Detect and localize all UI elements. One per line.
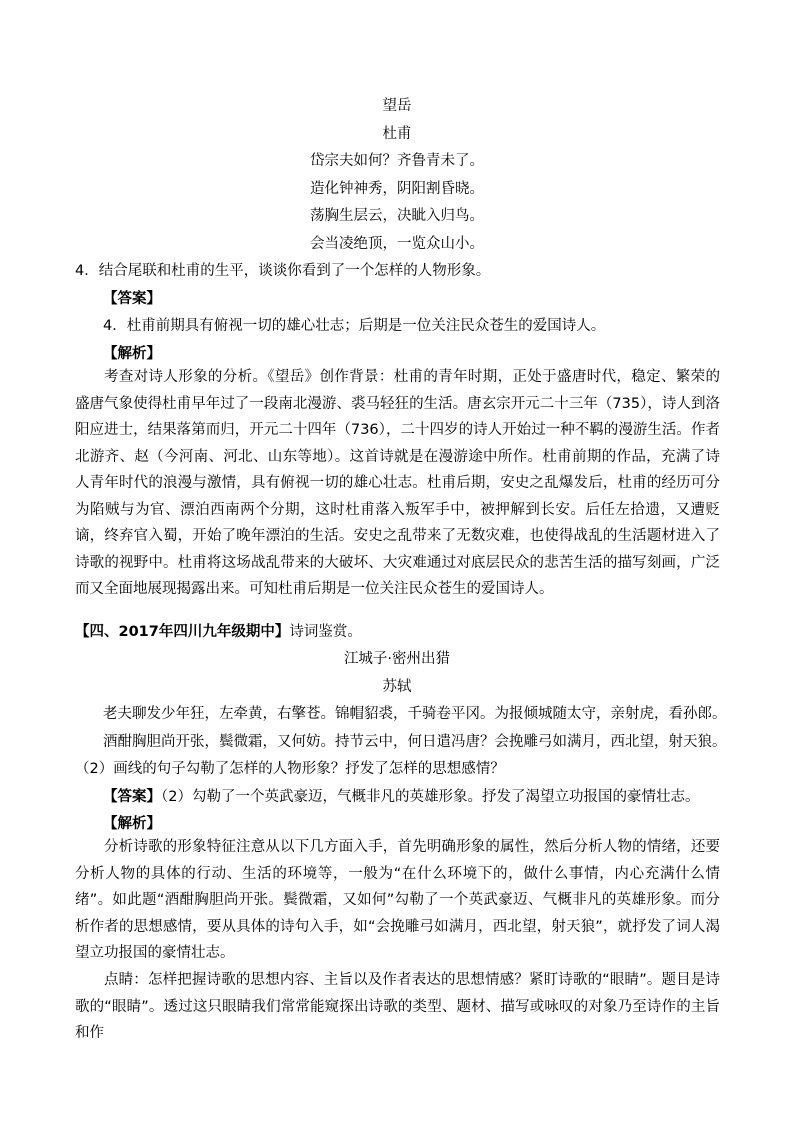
poem-author: 苏轼	[382, 679, 412, 695]
poem-title: 望岳	[382, 98, 412, 114]
poem-line: 酒酣胸胆尚开张，鬓微霜，又何妨。持节云中，何日遣冯唐？会挽雕弓如满月，西北望，射天狼。	[103, 734, 727, 750]
tip-text: 点睛：怎样把握诗歌的思想内容、主旨以及作者表达的思想情感？紧盯诗歌的“眼睛”。题目是诗歌的“眼睛”。透过这只眼睛我们常常能窥探出诗歌的类型、题材、描写或咏叹的对象乃至诗作的主旨和作	[75, 972, 720, 1041]
section-header	[75, 620, 362, 641]
question-4: 4．结合尾联和杜甫的生平，谈谈你看到了一个怎样的人物形象。	[75, 263, 491, 279]
poem-line: 造化钟神秀，阴阳割昏晓。	[310, 181, 484, 197]
section-instruction: 诗词鉴赏。	[289, 624, 362, 640]
answer-label: 【答案】	[103, 291, 161, 307]
poem-author: 杜甫	[382, 126, 412, 142]
poem-line: 岱宗夫如何？齐鲁青未了。	[310, 153, 484, 169]
analysis-label: 【解析】	[103, 346, 161, 362]
answer-text: （2）勾勒了一个英武豪迈，气概非凡的英雄形象。抒发了渴望立功报国的豪情壮志。	[161, 789, 700, 805]
answer-label: 【答案】	[103, 789, 161, 805]
poem-line: 老夫聊发少年狂，左牵黄，右擎苍。锦帽貂裘，千骑卷平冈。为报倾城随太守，亲射虎，看孙郎。	[103, 706, 727, 722]
poem-line: 会当凌绝顶，一览众山小。	[310, 236, 484, 252]
answer-block	[103, 785, 699, 806]
question-2: （2）画线的句子勾勒了怎样的人物形象？抒发了怎样的思想感情？	[75, 761, 505, 777]
analysis-label: 【解析】	[103, 816, 161, 832]
analysis-text: 考查对诗人形象的分析。《望岳》创作背景：杜甫的青年时期，正处于盛唐时代，稳定、繁荣的盛唐气象使得杜甫早年过了一段南北漫游、裘马轻狂的生活。唐玄宗开元二十三年（735），诗人到洛阳应进士，结果落第而归，开元二十四年（736），二十四岁的诗人开始过一种不羁的漫游生活。作者北游齐、赵（今河南、河北、山东等地）。这首诗就是在漫游途中所作。杜甫前期的作品，充满了诗人青年时代的浪漫与激情，具有俯视一切的雄心壮志。杜甫后期，安史之乱爆发后，杜甫的经历可分为陷贼与为官、漂泊西南两个分期，这时杜甫落入叛军手中，被押解到长安。后任左拾遗，又遭贬谪，终弃官入蜀，开始了晚年漂泊的生活。安史之乱带来了无数灾难，也使得战乱的生活题材进入了诗歌的视野中。杜甫将这场战乱带来的大破坏、大灾难通过对底层民众的悲苦生活的描写刻画，广泛而又全面地展现揭露出来。可知杜甫后期是一位关注民众苍生的爱国诗人。	[75, 369, 720, 597]
poem-line: 荡胸生层云，决眦入归鸟。	[310, 208, 484, 224]
analysis-text: 分析诗歌的形象特征注意从以下几方面入手，首先明确形象的属性，然后分析人物的情绪，还要分析人物的具体的行动、生活的环境等，一般为“在什么环境下的，做什么事情，内心充满什么情绪”。如此题“酒酣胸胆尚开张。鬓微霜，又如何”勾勒了一个英武豪迈、气概非凡的英雄形象。而分析作者的思想感情，要从具体的诗句入手，如“会挽雕弓如满月，西北望，射天狼”，就抒发了词人渴望立功报国的豪情壮志。	[75, 839, 720, 961]
section-title: 【四、2017年四川九年级期中】	[75, 624, 290, 640]
poem-title: 江城子·密州出猎	[343, 651, 451, 667]
answer-text: 4．杜甫前期具有俯视一切的雄心壮志；后期是一位关注民众苍生的爱国诗人。	[103, 318, 606, 334]
